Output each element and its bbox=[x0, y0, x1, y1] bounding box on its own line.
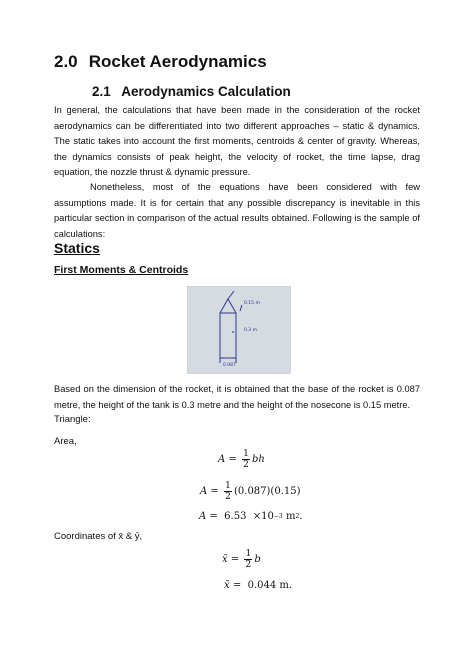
triangle-label: Triangle: bbox=[54, 414, 91, 425]
area-result: A = 6.53 ×10 −3 m 2 . bbox=[199, 511, 303, 522]
dimension-paragraph: Based on the dimension of the rocket, it is obtained that the base of the rocket is 0.087 metre, the height of the tank is 0.3 metre and the height of the nosecone is 0.15 metre. bbox=[54, 384, 420, 410]
centroid-result: x̄ = 0.044 m. bbox=[224, 580, 293, 591]
fraction: $\frac{1}{2}$ bbox=[245, 549, 252, 570]
nosecone-height-label: 0.15 m bbox=[244, 301, 260, 306]
base-width-label: 0.087 bbox=[223, 363, 236, 368]
subsection-number: 2.1 bbox=[92, 84, 111, 99]
tank-height-label: 0.3 m bbox=[244, 328, 257, 333]
section-number: 2.0 bbox=[54, 52, 78, 71]
section-title: Rocket Aerodynamics bbox=[88, 52, 267, 71]
subsection-heading bbox=[92, 84, 291, 99]
fraction: $\frac{1}{2}$ bbox=[243, 449, 249, 470]
rocket-sketch-photo bbox=[187, 286, 291, 374]
statics-heading: Statics bbox=[54, 240, 100, 256]
intro-paragraph: In general, the calculations that have been made in the consideration of the rocket aerodynamics can be differentiated into two different approaches – static & dynamics. The static takes into account the first moments, centroids & center of gravity. Whereas, the dynamics consists of peak height, the velocity of rocket, the time lapse, drag equation, the nozzle thrust & dynamic pressure. bbox=[54, 105, 420, 177]
first-moments-heading: First Moments & Centroids bbox=[54, 264, 189, 276]
rocket-sketch bbox=[188, 287, 290, 373]
coordinates-label: Coordinates of x̄ & ȳ, bbox=[54, 531, 143, 542]
assumption-paragraph: Nonetheless, most of the equations have been considered with few assumptions made. It is for certain that any possible discrepancy is inevitable in this particular section in comparison of the actual results obtained. Following is the sample of calculations: bbox=[54, 182, 420, 239]
centroid-formula: x̄ = $\frac{1}{2}$ b bbox=[222, 549, 261, 570]
subsection-title: Aerodynamics Calculation bbox=[121, 84, 291, 99]
fraction: $\frac{1}{2}$ bbox=[225, 481, 231, 502]
area-formula: A = $\frac{1}{2}$ bh bbox=[218, 449, 265, 470]
section-heading bbox=[54, 52, 267, 72]
area-substitution: A = $\frac{1}{2}$ (0.087)(0.15) bbox=[200, 481, 301, 502]
area-label: Area, bbox=[54, 436, 77, 447]
